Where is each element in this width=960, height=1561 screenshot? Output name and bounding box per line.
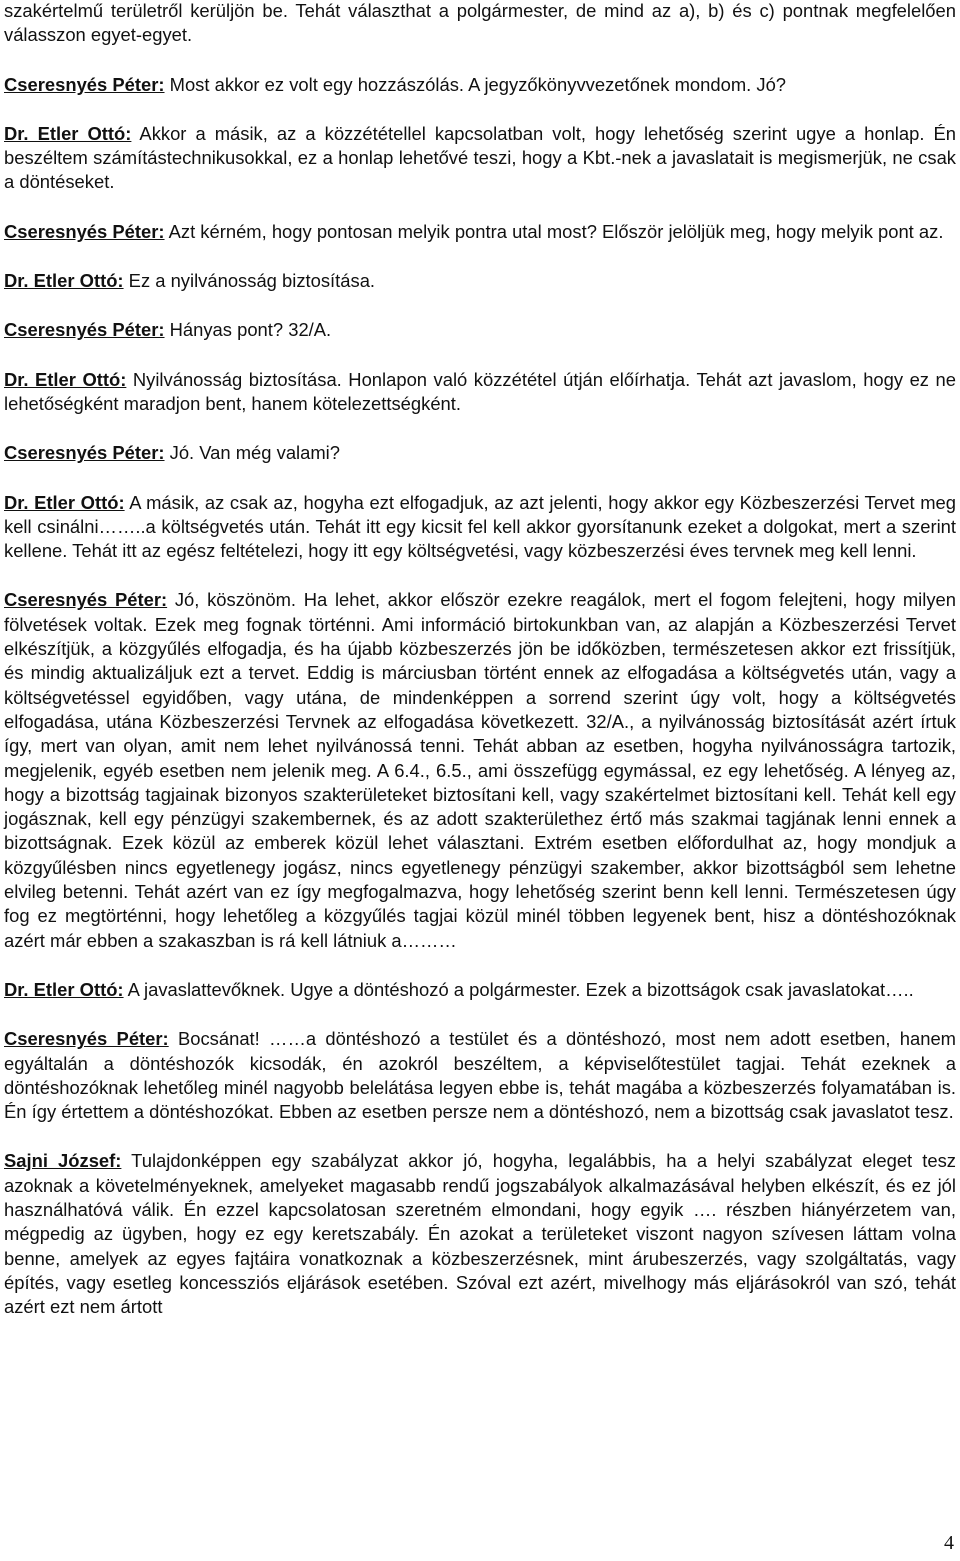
speaker-name: Sajni József: bbox=[4, 1150, 122, 1172]
paragraph-text: Jó, köszönöm. Ha lehet, akkor először ezekre reagálok, mert el fogom felejteni, hogy milyen fölvetések voltak. Ezek meg fognak történni. Ami információ birtokunkban van, az alapján a Közbeszerzési Tervet elkészítjük, a közgyűlés elfogadja, és ha újabb közbeszerzés jön be időközben, természetesen akkor ezt frissítjük, és mindig aktualizáljuk ezt a tervet. Eddig is márciusban történt ennek az elfogadása a költségvetés után, vagy a költségvetéssel egyidőben, vagy utána, de mindenképpen a sorrend szerint úgy volt, hogy a költségvetés elfogadása, utána Közbeszerzési Tervnek az elfogadása következett. 32/A., a nyilvánosság biztosítását azért írtuk így, mert van olyan, amit nem lehet nyilvánossá tenni. Tehát abban az esetben, hogyha nyilvánosságra tartozik, megjelenik, egyéb esetben nem jelenik meg. A 6.4., 6.5., ami összefügg egymással, ez egy lehetőség. A lényeg az, hogy a bizottság tagjainak bizonyos szakterületeket biztosítani kell, vagy szakértelmet biztosítani kell. Tehát kell egy jogásznak, kell egy pénzügyi szakembernek, és az adott szakterülethez értő más szakmai tagjának lenni ennek a bizottságnak. Ezek közül az emberek közül lehet választani. Extrém esetben előfordulhat az, hogy mondjuk a közgyűlésben nincs egyetlenegy jogász, nincs egyetlenegy pénzügyi szakember, akkor bizottságból sem lehetne elvileg betenni. Tehát azért van ez így megfogalmazva, hogy lehetőség szerint benn kell lenni. Természetesen úgy fog ez megtörténni, hogy lehetőleg a közgyűlés tagjai közül minél többen legyenek bent, hisz a döntéshozóknak azért már ebben a szakaszban is rá kell látniuk a……… bbox=[4, 589, 956, 951]
speaker-name: Cseresnyés Péter: bbox=[4, 442, 165, 464]
paragraph-cseresnyes-3 bbox=[4, 318, 956, 342]
paragraph-cseresnyes-1 bbox=[4, 73, 956, 97]
speaker-name: Dr. Etler Ottó: bbox=[4, 270, 124, 292]
paragraph-etler-2 bbox=[4, 269, 956, 293]
paragraph-text: Ez a nyilvánosság biztosítása. bbox=[123, 270, 376, 292]
paragraph-text: Akkor a másik, az a közzététellel kapcsolatban volt, hogy lehetőség szerint ugye a honlap. Én beszéltem számítástechnikusokkal, ez a honlap lehetővé teszi, hogy a Kbt.-nek a javaslatait is megismerjük, ne csak a döntéseket. bbox=[4, 122, 956, 193]
speaker-name: Cseresnyés Péter: bbox=[4, 220, 165, 242]
speaker-name: Dr. Etler Ottó: bbox=[4, 368, 127, 390]
page-number: 4 bbox=[944, 1532, 954, 1554]
paragraph-text: Bocsánat! ……a döntéshozó a testület és a döntéshozó, most nem adott esetben, hanem egyáltalán a döntéshozók kicsodák, én azokról beszéltem, a képviselőtestület tagjai. Tehát ezeknek a döntéshozóknak lehetőleg minél nagyobb belelátása legyen ebbe is, tehát magába a közbeszerzés folyamatában is. Én így értettem a döntéshozókat. Ebben az esetben persze nem a döntéshozó, nem a bizottság csak javaslatot tesz. bbox=[4, 1028, 956, 1123]
speaker-name: Dr. Etler Ottó: bbox=[4, 122, 132, 144]
paragraph-text: szakértelmű területről kerüljön be. Tehát választhat a polgármester, de mind az a), b) és c) pontnak megfelelően válasszon egyet-egyet. bbox=[4, 0, 956, 46]
speaker-name: Dr. Etler Ottó: bbox=[4, 491, 125, 513]
speaker-name: Cseresnyés Péter: bbox=[4, 589, 168, 611]
paragraph-continuation bbox=[4, 0, 956, 48]
paragraph-etler-3 bbox=[4, 368, 956, 417]
paragraph-etler-5 bbox=[4, 978, 956, 1002]
document-page bbox=[4, 0, 956, 1344]
paragraph-etler-4 bbox=[4, 491, 956, 564]
paragraph-cseresnyes-5 bbox=[4, 588, 956, 952]
speaker-name: Cseresnyés Péter: bbox=[4, 73, 165, 95]
paragraph-text: Tulajdonképpen egy szabályzat akkor jó, hogyha, legalábbis, ha a helyi szabályzat eleget tesz azoknak a követelményeknek, amelyeket magasabb rendű jogszabályok alkalmazásával helyben elkészít, és ez jól használhatóvá válik. Én ezzel kapcsolatosan szeretném elmondani, hogy egyik …. részben hiányérzetem van, mégpedig az ügyben, hogy ez egy keretszabály. Én azokat a területeket viszont nagyon szívesen láttam volna benne, amelyek az egyes fajtáira vonatkoznak a közbeszerzésnek, mint árubeszerzés, vagy szolgáltatás, vagy építés, vagy esetleg koncessziós eljárások esetében. Szóval ezt azért, mivelhogy más eljárásokról van szó, tehát azért ezt nem ártott bbox=[4, 1150, 956, 1318]
paragraph-text: Most akkor ez volt egy hozzászólás. A jegyzőkönyvvezetőnek mondom. Jó? bbox=[164, 73, 787, 95]
speaker-name: Cseresnyés Péter: bbox=[4, 1028, 169, 1050]
paragraph-text: Hányas pont? 32/A. bbox=[164, 319, 332, 341]
paragraph-text: A javaslattevőknek. Ugye a döntéshozó a polgármester. Ezek a bizottságok csak javaslatokat….. bbox=[123, 978, 914, 1000]
paragraph-cseresnyes-2 bbox=[4, 220, 956, 244]
speaker-name: Cseresnyés Péter: bbox=[4, 319, 165, 341]
paragraph-text: Nyilvánosság biztosítása. Honlapon való közzététel útján előírhatja. Tehát azt javaslom, hogy ez ne lehetőségként maradjon bent, hanem kötelezettségként. bbox=[4, 368, 956, 414]
paragraph-cseresnyes-4 bbox=[4, 441, 956, 465]
paragraph-text: Azt kérném, hogy pontosan melyik pontra utal most? Először jelöljük meg, hogy melyik pont az. bbox=[164, 220, 944, 242]
paragraph-text: Jó. Van még valami? bbox=[164, 442, 340, 464]
paragraph-etler-1 bbox=[4, 122, 956, 195]
paragraph-cseresnyes-6 bbox=[4, 1027, 956, 1124]
speaker-name: Dr. Etler Ottó: bbox=[4, 978, 124, 1000]
paragraph-sajni-1 bbox=[4, 1149, 956, 1319]
paragraph-text: A másik, az csak az, hogyha ezt elfogadjuk, az azt jelenti, hogy akkor egy Közbeszerzési Tervet meg kell csinálni……..a költségvetés után. Tehát itt egy kicsit fel kell akkor gyorsítanunk ezeket a dolgokat, mert a szerint kellene. Tehát itt az egész feltételezi, hogy itt egy költségvetési, vagy közbeszerzési éves tervnek meg kell lenni. bbox=[4, 491, 956, 562]
